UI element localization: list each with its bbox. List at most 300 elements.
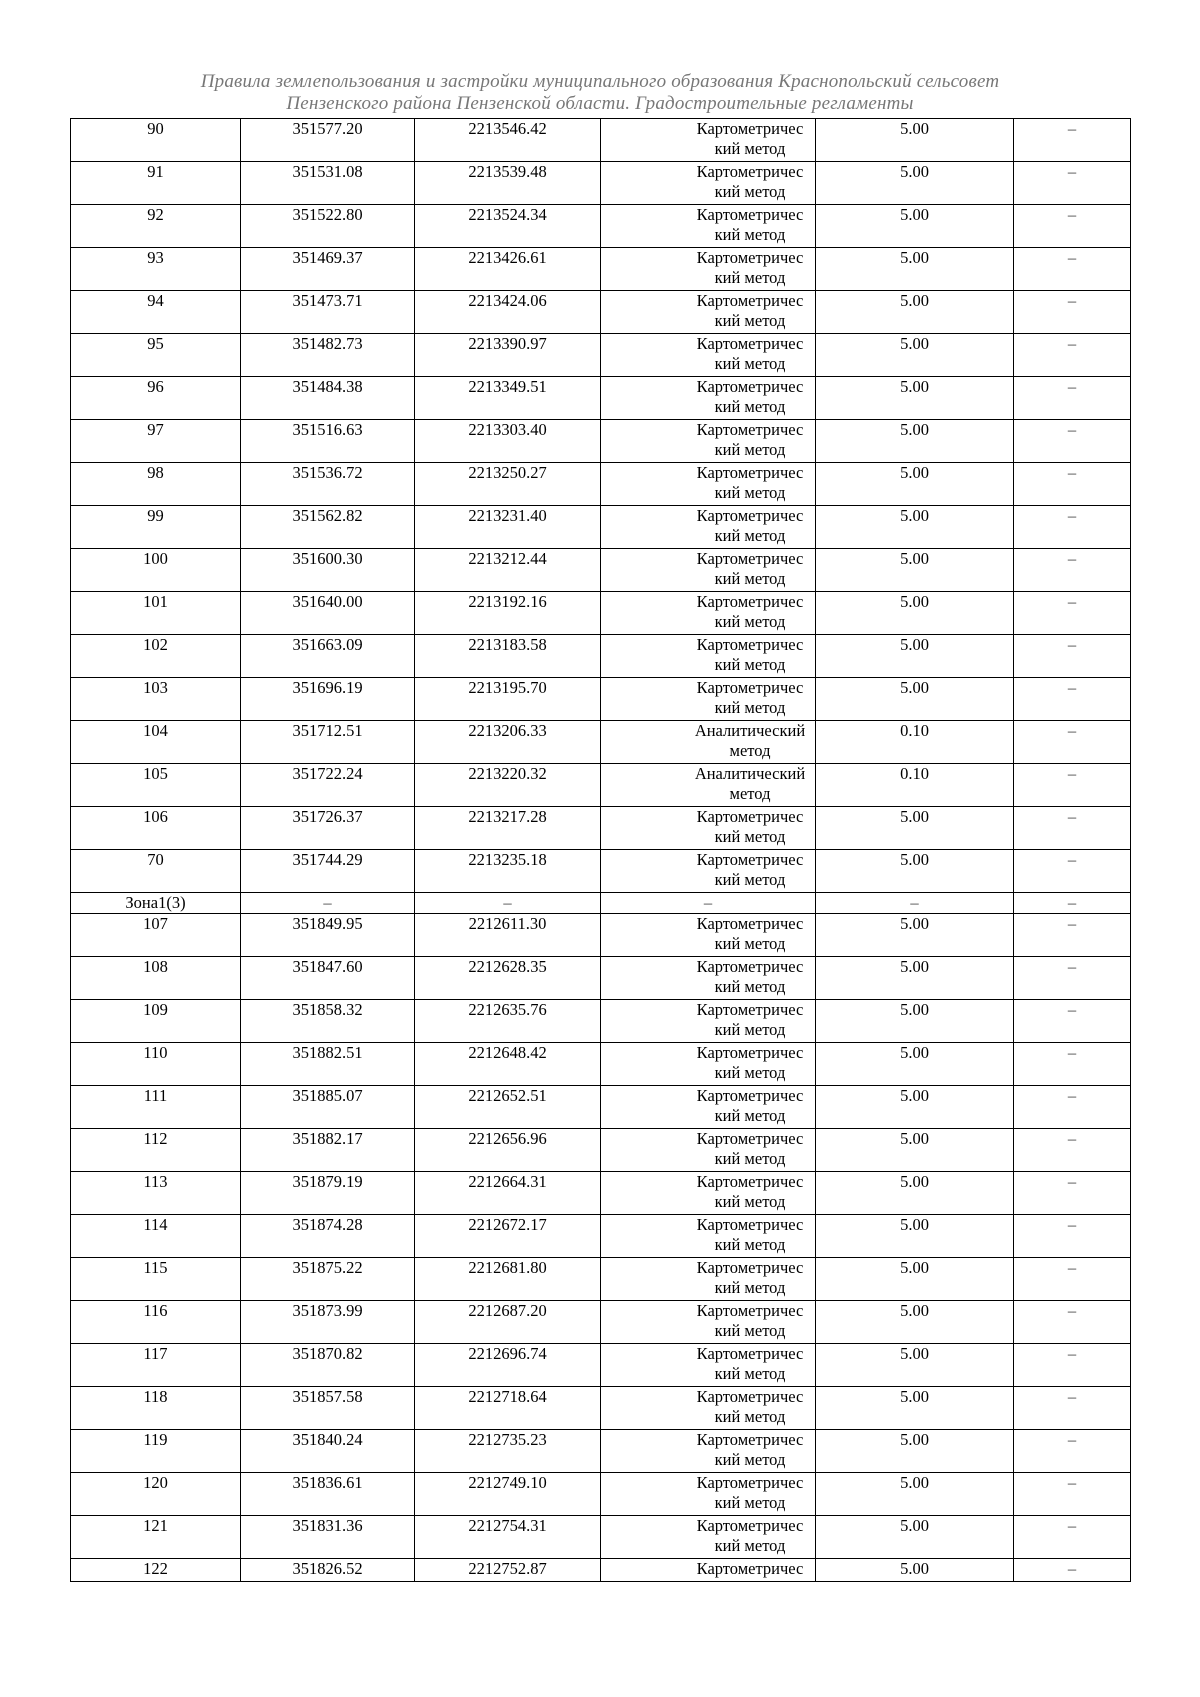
method-cell (601, 764, 816, 807)
table-row (71, 1430, 1131, 1473)
method-cell (601, 1258, 816, 1301)
method-line-1: Картометричес (696, 291, 804, 310)
note-cell: – (1014, 506, 1131, 549)
method-cell (601, 678, 816, 721)
x-coordinate-cell: 351726.37 (241, 807, 415, 850)
note-cell: – (1014, 162, 1131, 205)
method-text (676, 850, 816, 890)
y-coordinate-cell: 2213303.40 (415, 420, 601, 463)
table-row (71, 1387, 1131, 1430)
table-row (71, 1258, 1131, 1301)
method-cell (601, 1387, 816, 1430)
method-cell (601, 1301, 816, 1344)
y-coordinate-cell: 2212648.42 (415, 1043, 601, 1086)
method-cell (601, 205, 816, 248)
method-line-2: кий метод (714, 1192, 786, 1211)
y-coordinate-cell: 2212718.64 (415, 1387, 601, 1430)
accuracy-cell: 5.00 (816, 807, 1014, 850)
y-coordinate-cell: 2213192.16 (415, 592, 601, 635)
point-number-cell: 114 (71, 1215, 241, 1258)
method-line-1: Картометричес (696, 914, 804, 933)
accuracy-cell: 5.00 (816, 1430, 1014, 1473)
method-line-1: Картометричес (696, 377, 804, 396)
method-line-1: Картометричес (696, 807, 804, 826)
point-number-cell: 100 (71, 549, 241, 592)
method-line-1: Картометричес (696, 1387, 804, 1406)
method-line-2: кий метод (714, 311, 786, 330)
x-coordinate-cell: 351873.99 (241, 1301, 415, 1344)
y-coordinate-cell: 2212681.80 (415, 1258, 601, 1301)
method-text (676, 377, 816, 417)
table-row (71, 549, 1131, 592)
note-cell: – (1014, 1043, 1131, 1086)
method-line-1: Картометричес (696, 1000, 804, 1019)
note-cell: – (1014, 914, 1131, 957)
note-cell: – (1014, 1172, 1131, 1215)
accuracy-cell: 5.00 (816, 592, 1014, 635)
x-coordinate-cell: 351577.20 (241, 119, 415, 162)
table-row (71, 162, 1131, 205)
point-number-cell: 110 (71, 1043, 241, 1086)
method-line-1: Картометричес (696, 1172, 804, 1191)
page-header (70, 71, 1130, 115)
accuracy-cell: 5.00 (816, 957, 1014, 1000)
accuracy-cell: 5.00 (816, 914, 1014, 957)
x-coordinate-cell: 351857.58 (241, 1387, 415, 1430)
method-line-2: кий метод (714, 1278, 786, 1297)
method-line-2: кий метод (714, 1149, 786, 1168)
note-cell: – (1014, 463, 1131, 506)
point-number-cell: 117 (71, 1344, 241, 1387)
x-coordinate-cell: 351522.80 (241, 205, 415, 248)
table-row (71, 1129, 1131, 1172)
method-line-2: кий метод (714, 182, 786, 201)
point-number-cell: 115 (71, 1258, 241, 1301)
method-line-2: кий метод (714, 934, 786, 953)
y-coordinate-cell: 2212735.23 (415, 1430, 601, 1473)
point-number-cell: 106 (71, 807, 241, 850)
point-number-cell: 112 (71, 1129, 241, 1172)
table-row (71, 721, 1131, 764)
method-text (676, 678, 816, 718)
coordinates-table-body (71, 119, 1131, 1582)
method-text (676, 205, 816, 245)
method-text (676, 291, 816, 331)
method-text (676, 1129, 816, 1169)
accuracy-cell: 5.00 (816, 635, 1014, 678)
method-text (676, 1215, 816, 1255)
x-coordinate-cell: 351640.00 (241, 592, 415, 635)
method-text (676, 721, 816, 761)
method-line-1: Картометричес (696, 463, 804, 482)
table-row (71, 678, 1131, 721)
method-line-1: Аналитический (694, 764, 806, 783)
accuracy-cell: 0.10 (816, 721, 1014, 764)
table-row (71, 914, 1131, 957)
x-coordinate-cell: 351847.60 (241, 957, 415, 1000)
accuracy-cell: 5.00 (816, 1172, 1014, 1215)
method-line-1: Картометричес (696, 1344, 804, 1363)
y-coordinate-cell: 2212754.31 (415, 1516, 601, 1559)
accuracy-cell: 0.10 (816, 764, 1014, 807)
method-text (676, 1430, 816, 1470)
table-row (71, 463, 1131, 506)
note-cell: – (1014, 1516, 1131, 1559)
y-coordinate-cell: 2212611.30 (415, 914, 601, 957)
method-cell: – (601, 893, 816, 914)
x-coordinate-cell: 351469.37 (241, 248, 415, 291)
note-cell: – (1014, 420, 1131, 463)
point-number-cell: 120 (71, 1473, 241, 1516)
note-cell: – (1014, 1129, 1131, 1172)
method-line-2: кий метод (714, 612, 786, 631)
method-line-2: кий метод (714, 827, 786, 846)
method-cell (601, 1129, 816, 1172)
point-number-cell: 97 (71, 420, 241, 463)
y-coordinate-cell: 2213206.33 (415, 721, 601, 764)
note-cell: – (1014, 1559, 1131, 1582)
x-coordinate-cell: 351600.30 (241, 549, 415, 592)
y-coordinate-cell: 2213546.42 (415, 119, 601, 162)
x-coordinate-cell: 351696.19 (241, 678, 415, 721)
x-coordinate-cell: 351722.24 (241, 764, 415, 807)
method-line-2: кий метод (714, 483, 786, 502)
point-number-cell: 116 (71, 1301, 241, 1344)
table-row (71, 1215, 1131, 1258)
y-coordinate-cell: 2213426.61 (415, 248, 601, 291)
table-row (71, 957, 1131, 1000)
y-coordinate-cell: 2212687.20 (415, 1301, 601, 1344)
y-coordinate-cell: 2212752.87 (415, 1559, 601, 1582)
method-text (676, 914, 816, 954)
table-row (71, 1559, 1131, 1582)
y-coordinate-cell: 2213212.44 (415, 549, 601, 592)
x-coordinate-cell: 351831.36 (241, 1516, 415, 1559)
method-line-1: Картометричес (696, 162, 804, 181)
accuracy-cell: 5.00 (816, 119, 1014, 162)
accuracy-cell: 5.00 (816, 1301, 1014, 1344)
method-line-1: Картометричес (696, 549, 804, 568)
y-coordinate-cell: 2213250.27 (415, 463, 601, 506)
method-cell (601, 1473, 816, 1516)
x-coordinate-cell: 351885.07 (241, 1086, 415, 1129)
method-text (676, 1516, 816, 1556)
accuracy-cell: 5.00 (816, 248, 1014, 291)
method-text (676, 1473, 816, 1513)
note-cell: – (1014, 1344, 1131, 1387)
y-coordinate-cell: 2212672.17 (415, 1215, 601, 1258)
y-coordinate-cell: 2213390.97 (415, 334, 601, 377)
x-coordinate-cell: 351875.22 (241, 1258, 415, 1301)
method-text (676, 592, 816, 632)
note-cell: – (1014, 1473, 1131, 1516)
x-coordinate-cell: 351858.32 (241, 1000, 415, 1043)
method-text (676, 1043, 816, 1083)
method-line-1: Картометричес (696, 1301, 804, 1320)
y-coordinate-cell: 2212656.96 (415, 1129, 601, 1172)
y-coordinate-cell: 2212628.35 (415, 957, 601, 1000)
x-coordinate-cell: 351744.29 (241, 850, 415, 893)
method-line-1: Картометричес (696, 248, 804, 267)
point-number-cell: 90 (71, 119, 241, 162)
method-text (676, 1344, 816, 1384)
method-text (676, 1387, 816, 1427)
method-line-2: кий метод (714, 268, 786, 287)
y-coordinate-cell: 2212696.74 (415, 1344, 601, 1387)
accuracy-cell: – (816, 893, 1014, 914)
method-text (676, 420, 816, 460)
x-coordinate-cell: 351473.71 (241, 291, 415, 334)
header-line-2: Пензенского района Пензенской области. Градостроительные регламенты (286, 93, 914, 114)
method-cell (601, 1430, 816, 1473)
method-line-2: кий метод (714, 225, 786, 244)
x-coordinate-cell: 351562.82 (241, 506, 415, 549)
y-coordinate-cell: 2213524.34 (415, 205, 601, 248)
method-line-1: Картометричес (696, 1086, 804, 1105)
point-number-cell: 109 (71, 1000, 241, 1043)
table-row (71, 506, 1131, 549)
method-line-1: Картометричес (696, 957, 804, 976)
note-cell: – (1014, 377, 1131, 420)
point-number-cell: 118 (71, 1387, 241, 1430)
accuracy-cell: 5.00 (816, 1043, 1014, 1086)
method-cell (601, 592, 816, 635)
accuracy-cell: 5.00 (816, 678, 1014, 721)
table-row (71, 592, 1131, 635)
y-coordinate-cell: 2212635.76 (415, 1000, 601, 1043)
accuracy-cell: 5.00 (816, 1129, 1014, 1172)
accuracy-cell: 5.00 (816, 1344, 1014, 1387)
header-line-1: Правила землепользования и застройки муниципального образования Краснопольский сельсовет (200, 71, 1000, 92)
note-cell: – (1014, 1301, 1131, 1344)
method-line-2: кий метод (714, 139, 786, 158)
table-row (71, 291, 1131, 334)
method-text (676, 957, 816, 997)
method-text (676, 1172, 816, 1212)
note-cell: – (1014, 248, 1131, 291)
method-line-1: Картометричес (696, 1473, 804, 1492)
table-row (71, 1473, 1131, 1516)
method-line-2: кий метод (714, 1321, 786, 1340)
accuracy-cell: 5.00 (816, 549, 1014, 592)
method-line-2: кий метод (714, 1493, 786, 1512)
table-row (71, 119, 1131, 162)
y-coordinate-cell: 2213183.58 (415, 635, 601, 678)
x-coordinate-cell: 351484.38 (241, 377, 415, 420)
method-cell (601, 119, 816, 162)
method-line-2: метод (729, 741, 771, 760)
x-coordinate-cell: 351849.95 (241, 914, 415, 957)
point-number-cell: 121 (71, 1516, 241, 1559)
x-coordinate-cell: 351516.63 (241, 420, 415, 463)
point-number-cell: 93 (71, 248, 241, 291)
method-line-2: кий метод (714, 1020, 786, 1039)
method-line-2: кий метод (714, 1407, 786, 1426)
method-line-2: кий метод (714, 397, 786, 416)
method-line-2: кий метод (714, 977, 786, 996)
method-cell (601, 506, 816, 549)
y-coordinate-cell: 2213220.32 (415, 764, 601, 807)
method-cell (601, 1043, 816, 1086)
accuracy-cell: 5.00 (816, 1559, 1014, 1582)
point-number-cell: 92 (71, 205, 241, 248)
method-cell (601, 162, 816, 205)
method-text (676, 764, 816, 804)
point-number-cell: 101 (71, 592, 241, 635)
y-coordinate-cell: – (415, 893, 601, 914)
method-line-1: Картометричес (696, 205, 804, 224)
method-line-1: Картометричес (696, 1215, 804, 1234)
note-cell: – (1014, 635, 1131, 678)
point-number-cell: 91 (71, 162, 241, 205)
accuracy-cell: 5.00 (816, 1516, 1014, 1559)
x-coordinate-cell: 351482.73 (241, 334, 415, 377)
x-coordinate-cell: 351531.08 (241, 162, 415, 205)
table-row (71, 1086, 1131, 1129)
point-number-cell: 105 (71, 764, 241, 807)
table-row (71, 248, 1131, 291)
method-line-1: Картометричес (696, 635, 804, 654)
method-line-2: метод (729, 784, 771, 803)
x-coordinate-cell: 351870.82 (241, 1344, 415, 1387)
method-text (676, 635, 816, 675)
method-line-2: кий метод (714, 1106, 786, 1125)
accuracy-cell: 5.00 (816, 1387, 1014, 1430)
y-coordinate-cell: 2213349.51 (415, 377, 601, 420)
method-text (676, 1000, 816, 1040)
method-line-1: Картометричес (696, 1258, 804, 1277)
method-line-2: кий метод (714, 870, 786, 889)
x-coordinate-cell: – (241, 893, 415, 914)
y-coordinate-cell: 2213231.40 (415, 506, 601, 549)
point-number-cell: 98 (71, 463, 241, 506)
method-cell (601, 377, 816, 420)
accuracy-cell: 5.00 (816, 377, 1014, 420)
note-cell: – (1014, 119, 1131, 162)
method-line-2: кий метод (714, 1364, 786, 1383)
note-cell: – (1014, 1387, 1131, 1430)
point-number-cell: Зона1(3) (71, 893, 241, 914)
method-cell (601, 635, 816, 678)
method-cell (601, 291, 816, 334)
method-cell (601, 721, 816, 764)
table-row (71, 1516, 1131, 1559)
zone-row (71, 893, 1131, 914)
point-number-cell: 96 (71, 377, 241, 420)
note-cell: – (1014, 1086, 1131, 1129)
note-cell: – (1014, 850, 1131, 893)
note-cell: – (1014, 764, 1131, 807)
method-line-2: кий метод (714, 440, 786, 459)
method-text (676, 1086, 816, 1126)
method-text (676, 119, 816, 159)
table-row (71, 1172, 1131, 1215)
method-cell (601, 1215, 816, 1258)
x-coordinate-cell: 351536.72 (241, 463, 415, 506)
accuracy-cell: 5.00 (816, 205, 1014, 248)
y-coordinate-cell: 2213217.28 (415, 807, 601, 850)
method-line-1: Картометричес (696, 678, 804, 697)
point-number-cell: 99 (71, 506, 241, 549)
accuracy-cell: 5.00 (816, 1215, 1014, 1258)
y-coordinate-cell: 2213424.06 (415, 291, 601, 334)
method-line-2: кий метод (714, 526, 786, 545)
method-cell (601, 1344, 816, 1387)
accuracy-cell: 5.00 (816, 850, 1014, 893)
method-line-2: кий метод (714, 1536, 786, 1555)
method-line-2: кий метод (714, 698, 786, 717)
note-cell: – (1014, 291, 1131, 334)
note-cell: – (1014, 1215, 1131, 1258)
note-cell: – (1014, 1258, 1131, 1301)
table-row (71, 1043, 1131, 1086)
y-coordinate-cell: 2212652.51 (415, 1086, 601, 1129)
note-cell: – (1014, 334, 1131, 377)
accuracy-cell: 5.00 (816, 1473, 1014, 1516)
method-line-2: кий метод (714, 1063, 786, 1082)
method-cell (601, 1172, 816, 1215)
x-coordinate-cell: 351836.61 (241, 1473, 415, 1516)
method-line-1: Картометричес (696, 1516, 804, 1535)
method-text (676, 549, 816, 589)
point-number-cell: 122 (71, 1559, 241, 1582)
method-line-1: Картометричес (696, 592, 804, 611)
method-line-2: кий метод (714, 1235, 786, 1254)
y-coordinate-cell: 2213195.70 (415, 678, 601, 721)
method-cell (601, 334, 816, 377)
accuracy-cell: 5.00 (816, 291, 1014, 334)
method-line-1: Картометричес (696, 1043, 804, 1062)
method-text (676, 1258, 816, 1298)
method-cell (601, 463, 816, 506)
table-row (71, 1000, 1131, 1043)
point-number-cell: 70 (71, 850, 241, 893)
point-number-cell: 107 (71, 914, 241, 957)
method-cell (601, 914, 816, 957)
method-text (676, 506, 816, 546)
method-text (676, 1301, 816, 1341)
table-row (71, 850, 1131, 893)
x-coordinate-cell: 351874.28 (241, 1215, 415, 1258)
note-cell: – (1014, 807, 1131, 850)
y-coordinate-cell: 2212749.10 (415, 1473, 601, 1516)
method-text (676, 1559, 816, 1579)
note-cell: – (1014, 957, 1131, 1000)
table-row (71, 334, 1131, 377)
method-line-2: кий метод (714, 354, 786, 373)
note-cell: – (1014, 592, 1131, 635)
point-number-cell: 95 (71, 334, 241, 377)
method-cell (601, 1000, 816, 1043)
note-cell: – (1014, 893, 1131, 914)
point-number-cell: 104 (71, 721, 241, 764)
method-text (676, 463, 816, 503)
note-cell: – (1014, 1000, 1131, 1043)
x-coordinate-cell: 351882.51 (241, 1043, 415, 1086)
accuracy-cell: 5.00 (816, 420, 1014, 463)
method-line-1: Картометричес (696, 1559, 804, 1578)
table-row (71, 807, 1131, 850)
y-coordinate-cell: 2212664.31 (415, 1172, 601, 1215)
method-cell (601, 420, 816, 463)
x-coordinate-cell: 351712.51 (241, 721, 415, 764)
note-cell: – (1014, 721, 1131, 764)
method-cell (601, 807, 816, 850)
method-line-1: Аналитический (694, 721, 806, 740)
table-row (71, 377, 1131, 420)
x-coordinate-cell: 351840.24 (241, 1430, 415, 1473)
point-number-cell: 108 (71, 957, 241, 1000)
